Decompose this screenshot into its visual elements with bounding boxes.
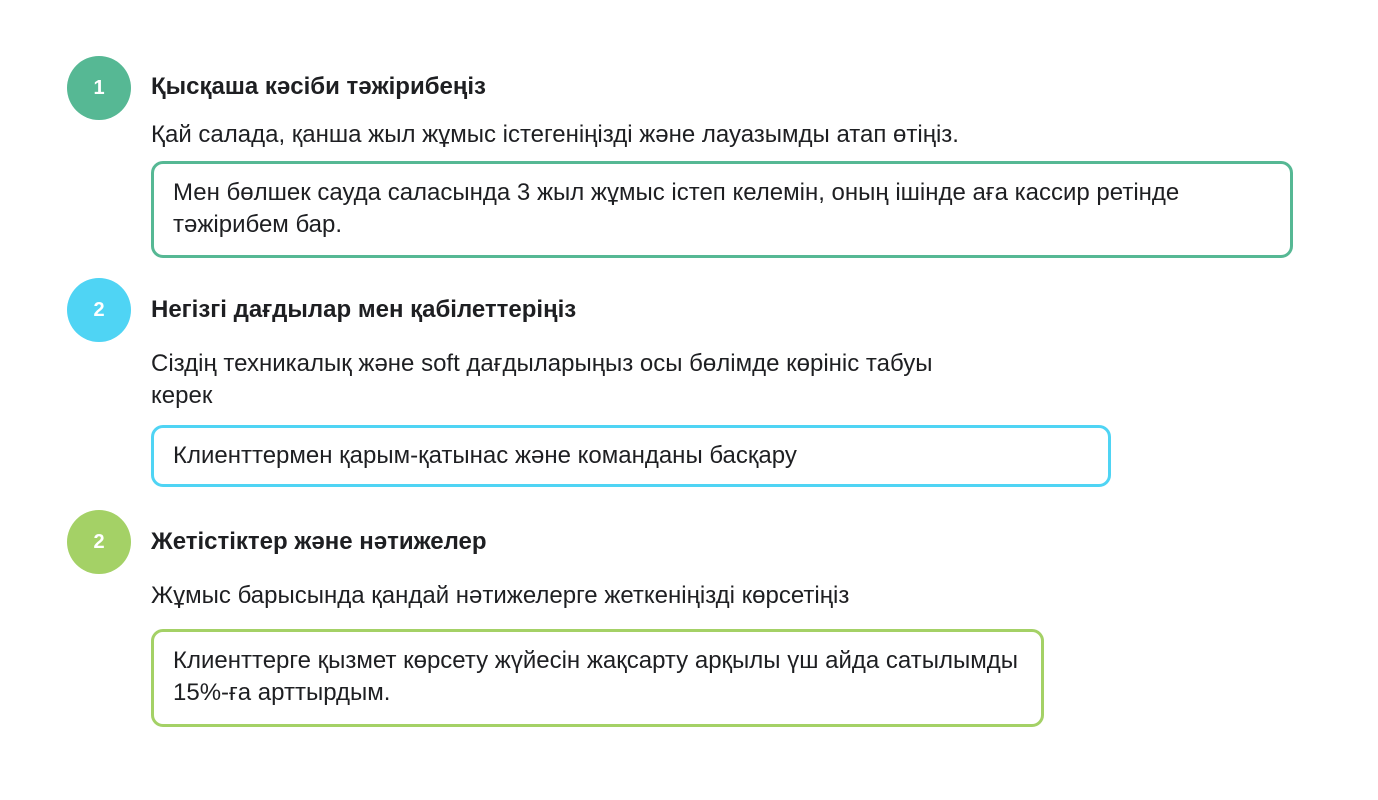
section-title-skills: Негізгі дағдылар мен қабілеттеріңіз (151, 296, 577, 323)
answer-box-achievements[interactable]: Клиенттерге қызмет көрсету жүйесін жақсарту арқылы үш айда сатылымды 15%-ға арттырдым. (151, 629, 1044, 727)
section-description-skills: Сіздің техникалық және soft дағдыларыңыз осы бөлімде көрініс табуы керек (151, 350, 933, 409)
section-description-experience: Қай салада, қанша жыл жұмыс істегеніңізді және лауазымды атап өтіңіз. (151, 121, 959, 148)
section-title-experience: Қысқаша кәсіби тәжірибеңіз (151, 73, 486, 100)
step-badge-3: 2 (67, 510, 131, 574)
answer-box-experience[interactable]: Мен бөлшек сауда саласында 3 жыл жұмыс істеп келемін, оның ішінде аға кассир ретінде тәжірибем бар. (151, 161, 1293, 258)
step-badge-2: 2 (67, 278, 131, 342)
section-title-achievements: Жетістіктер және нәтижелер (151, 528, 487, 555)
step-badge-1: 1 (67, 56, 131, 120)
section-description-achievements: Жұмыс барысында қандай нәтижелерге жеткеніңізді көрсетіңіз (151, 582, 850, 609)
answer-box-skills[interactable]: Клиенттермен қарым-қатынас және команданы басқару (151, 425, 1111, 487)
